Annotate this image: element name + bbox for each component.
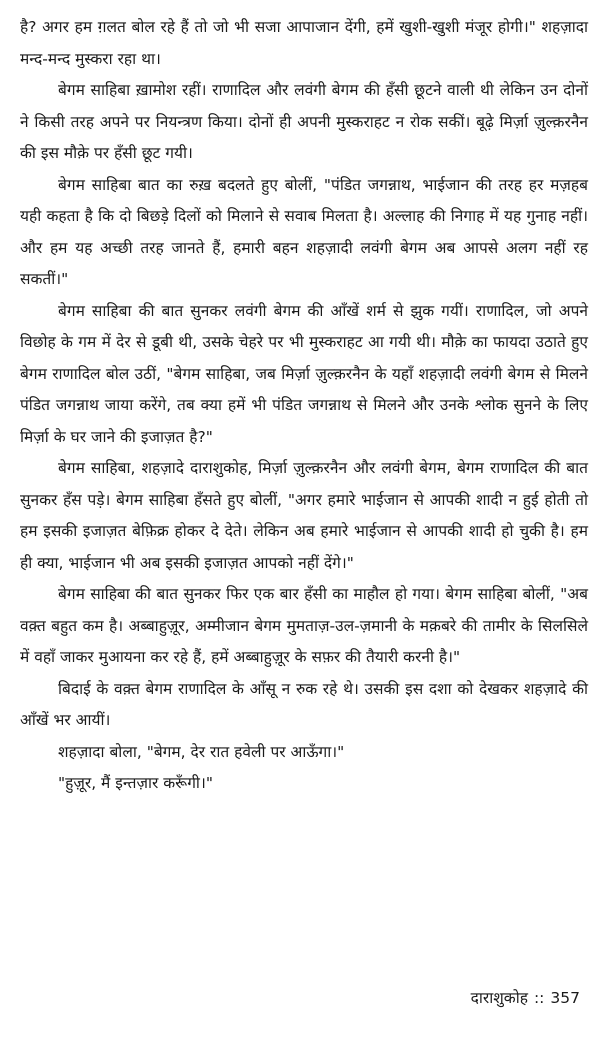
page-footer xyxy=(471,986,580,1010)
page-number: 357 xyxy=(550,989,580,1007)
paragraph-9: "हुज़ूर, मैं इन्तज़ार करूँगी।" xyxy=(58,774,213,792)
paragraph-1: है? अगर हम ग़लत बोल रहे हैं तो जो भी सजा आपाजान देंगी, हमें खुशी-खुशी मंजूर होगी।" शहज़ादा मन्द-मन्द मुस्करा रहा था। xyxy=(20,18,588,68)
paragraph-2: बेगम साहिबा ख़ामोश रहीं। राणादिल और लवंगी बेगम की हँसी छूटने वाली थी लेकिन उन दोनों ने किसी तरह अपने पर नियन्त्रण किया। दोनों ही अपनी मुस्कराहट न रोक सकीं। बूढ़े मिर्ज़ा ज़ुल्क़रनैन की इस मौक़े पर हँसी छूट गयी। xyxy=(20,81,588,162)
paragraph-7: बिदाई के वक़्त बेगम राणादिल के आँसू न रुक रहे थे। उसकी इस दशा को देखकर शहज़ादे की आँखें भर आयीं। xyxy=(20,679,588,729)
paragraph-8: शहज़ादा बोला, "बेगम, देर रात हवेली पर आऊँगा।" xyxy=(58,742,345,761)
paragraph-4: बेगम साहिबा की बात सुनकर लवंगी बेगम की आँखें शर्म से झुक गयीं। राणादिल, जो अपने विछोह के गम में देर से डूबी थी, उसके चेहरे पर भी मुस्कराहट आ गयी थी। मौक़े का फायदा उठाते हुए बेगम राणादिल बोल उठीं, "बेगम साहिबा, जब मिर्ज़ा ज़ुल्क़रनैन के यहाँ शहज़ादी लवंगी बेगम से मिलने पंडित जगन्नाथ जाया करेंगे, तब क्या हमें भी पंडित जगन्नाथ से मिलने और उनके श्लोक सुनने के लिए मिर्ज़ा के घर जाने की इजाज़त है?" xyxy=(20,301,588,446)
paragraph-5: बेगम साहिबा, शहज़ादे दाराशुकोह, मिर्ज़ा ज़ुल्क़रनैन और लवंगी बेगम, बेगम राणादिल की बात सुनकर हँस पड़े। बेगम साहिबा हँसते हुए बोलीं, "अगर हमारे भाईजान से आपकी शादी न हुई होती तो हम इसकी इजाज़त बेफ़िक्र होकर दे देते। लेकिन अब हमारे भाईजान से आपकी शादी हो चुकी है। हम ही क्या, भाईजान भी अब इसकी इजाज़त आपको नहीं देंगे।" xyxy=(20,459,588,572)
footer-separator: :: xyxy=(533,989,545,1007)
paragraph-6: बेगम साहिबा की बात सुनकर फिर एक बार हँसी का माहौल हो गया। बेगम साहिबा बोलीं, "अब वक़्त बहुत कम है। अब्बाहुज़ूर, अम्मीजान बेगम मुमताज़-उल-ज़मानी के मक़बरे की तामीर के सिलसिले में वहाँ जाकर मुआयना कर रहे हैं, हमें अब्बाहुज़ूर के सफ़र की तैयारी करनी है।" xyxy=(20,585,588,666)
page-body xyxy=(20,12,588,800)
paragraph-3: बेगम साहिबा बात का रुख़ बदलते हुए बोलीं, "पंडित जगन्नाथ, भाईजान की तरह हर मज़हब यही कहता है कि दो बिछड़े दिलों को मिलाने से सवाब मिलता है। अल्लाह की निगाह में यह गुनाह नहीं। और हम यह अच्छी तरह जानते हैं, हमारी बहन शहज़ादी लवंगी बेगम अब आपसे अलग नहीं रह सकतीं।" xyxy=(20,175,588,288)
running-title: दाराशुकोह xyxy=(470,989,528,1007)
